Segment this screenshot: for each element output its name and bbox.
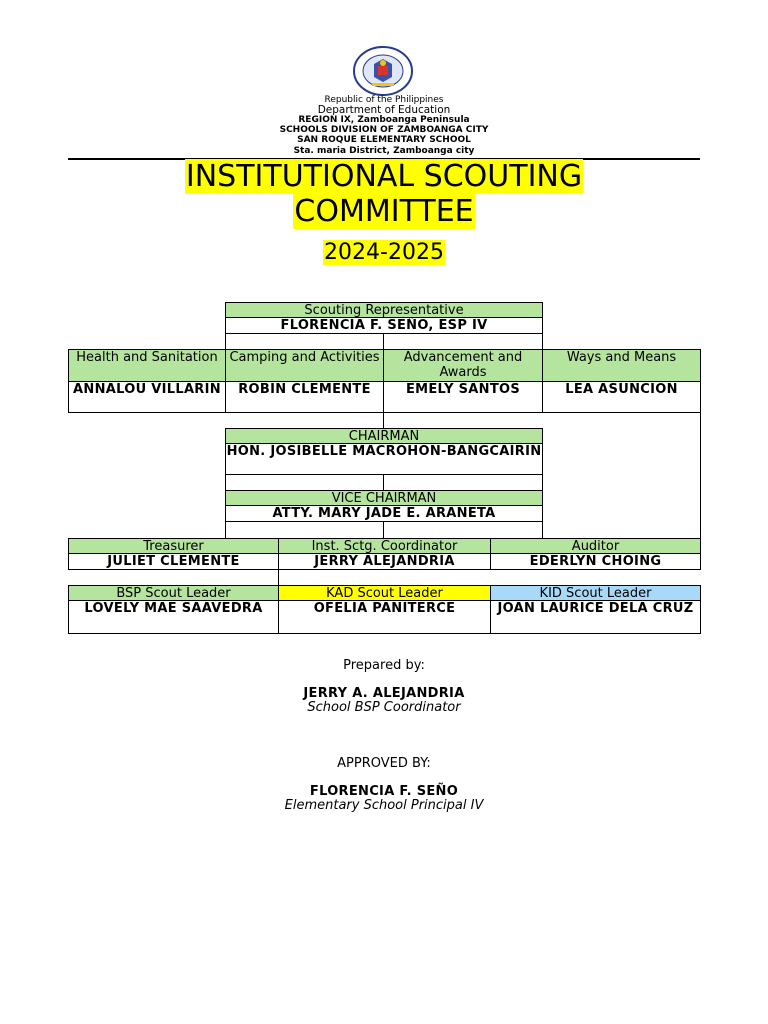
committee-name: LEA ASUNCION	[542, 381, 701, 413]
connector-line	[383, 412, 384, 429]
republic-text: Republic of the Philippines	[324, 95, 444, 105]
scouting-rep-name: FLORENCIA F. SEÑO, ESP IV	[225, 317, 543, 334]
deped-seal-logo	[352, 46, 414, 96]
scouting-rep-label: Scouting Representative	[225, 302, 543, 318]
kad-leader-label: KAD Scout Leader	[278, 585, 491, 601]
school-text: SAN ROQUE ELEMENTARY SCHOOL	[297, 135, 471, 145]
bsp-leader-name: LOVELY MAE SAAVEDRA	[68, 600, 279, 634]
approved-by-title: Elementary School Principal IV	[284, 798, 484, 813]
connector-line	[278, 569, 279, 586]
department-text: Department of Education	[317, 104, 451, 116]
spacer-cell	[383, 333, 543, 350]
committee-label: Health and Sanitation	[68, 349, 226, 382]
district-text: Sta. maria District, Zamboanga city	[293, 146, 475, 156]
officer-name: JULIET CLEMENTE	[68, 553, 279, 570]
title-line-1: INSTITUTIONAL SCOUTING	[185, 159, 583, 194]
prepared-by-title: School BSP Coordinator	[307, 700, 461, 715]
chairman-label: CHAIRMAN	[225, 428, 543, 444]
vice-chairman-name: ATTY. MARY JADE E. ARANETA	[225, 505, 543, 522]
spacer-cell	[225, 474, 384, 491]
kid-leader-label: KID Scout Leader	[490, 585, 701, 601]
approved-by-name: FLORENCIA F. SEÑO	[309, 784, 459, 799]
kid-leader-name: JOAN LAURICE DELA CRUZ	[490, 600, 701, 634]
school-year: 2024-2025	[324, 240, 444, 265]
officer-label: Treasurer	[68, 538, 279, 554]
officer-name: EDERLYN CHOING	[490, 553, 701, 570]
region-text: REGION IX, Zamboanga Peninsula	[298, 115, 470, 125]
spacer-cell	[225, 333, 384, 350]
spacer-cell	[225, 521, 384, 539]
title-line-2: COMMITTEE	[294, 194, 474, 229]
committee-name: ANNALOU VILLARIN	[68, 381, 226, 413]
division-text: SCHOOLS DIVISION OF ZAMBOANGA CITY	[279, 125, 489, 135]
officer-name: JERRY ALEJANDRIA	[278, 553, 491, 570]
connector-line	[700, 412, 701, 539]
prepared-by-name: JERRY A. ALEJANDRIA	[303, 686, 465, 701]
bsp-leader-label: BSP Scout Leader	[68, 585, 279, 601]
committee-label: Camping and Activities	[225, 349, 384, 382]
committee-label: Advancement and Awards	[383, 349, 543, 382]
officer-label: Inst. Sctg. Coordinator	[278, 538, 491, 554]
spacer-cell	[383, 474, 543, 491]
approved-by-label: APPROVED BY:	[337, 756, 431, 771]
kad-leader-name: OFELIA PANITERCE	[278, 600, 491, 634]
prepared-by-label: Prepared by:	[343, 658, 425, 673]
spacer-cell	[383, 521, 543, 539]
vice-chairman-label: VICE CHAIRMAN	[225, 490, 543, 506]
chairman-name: HON. JOSIBELLE MACROHON-BANGCAIRIN	[225, 443, 543, 475]
officer-label: Auditor	[490, 538, 701, 554]
committee-name: EMELY SANTOS	[383, 381, 543, 413]
committee-name: ROBIN CLEMENTE	[225, 381, 384, 413]
committee-label: Ways and Means	[542, 349, 701, 382]
